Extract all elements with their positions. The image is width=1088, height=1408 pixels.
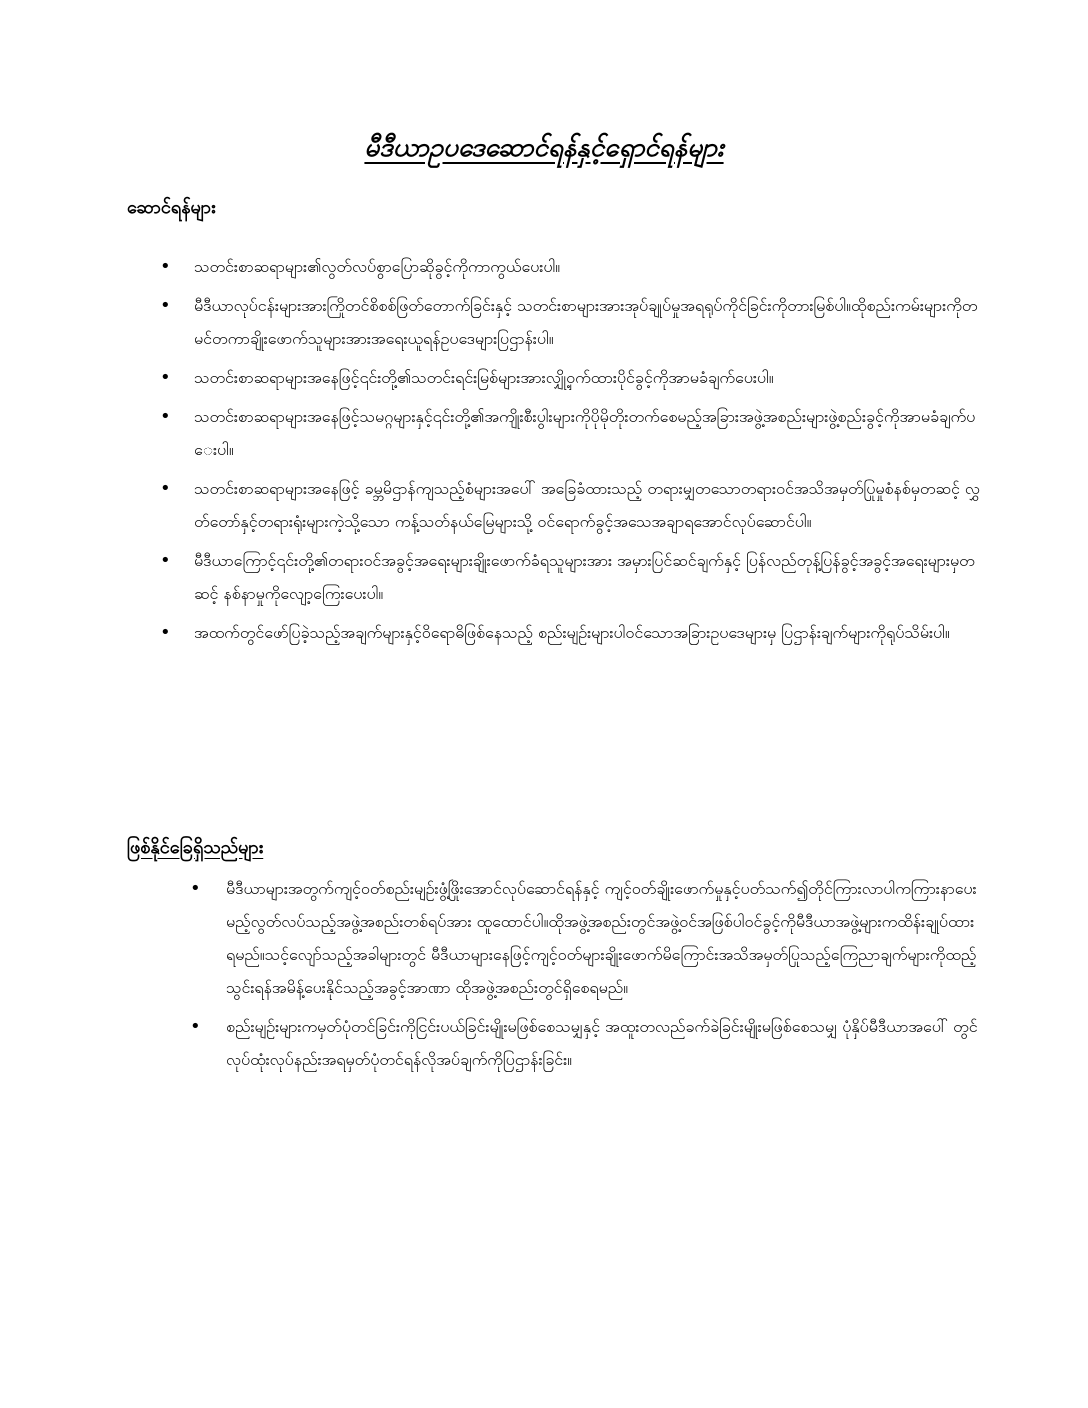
page-title: မီဒီယာဥပဒေဆောင်ရန်နှင့်ရှောင်ရန်များ <box>364 133 724 163</box>
list-item: • မီဒီယာလုပ်ငန်းများအားကြိုတင်စိစစ်ဖြတ်တောက်ခြင်းနှင့် သတင်းစာများအားအုပ်ချုပ်မှုအရရုပ်ကိုင်ခြင်းကိုတားမြစ်ပါ။ထိုစည်းကမ်းများကိုတမင်တကာချိုးဖောက်သူများအားအရေးယူရန်ဥပဒေများပြဌာန်းပါ။ <box>160 289 980 355</box>
bullet-icon: • <box>160 367 171 388</box>
bullet-icon: • <box>190 1016 201 1037</box>
bullet-icon: • <box>190 878 201 899</box>
bullet-icon: • <box>160 550 171 571</box>
list-item: • စည်းမျဉ်းများကမှတ်ပုံတင်ခြင်းကိုငြင်းပယ်ခြင်းမျိုးမဖြစ်စေသမျှနှင့် အထူးတလည်ခက်ခဲခြင်းမျိုးမဖြစ်စေသမျှ ပုံနှိပ်မီဒီယာအပေါ် တွင်လုပ်ထုံးလုပ်နည်းအရမှတ်ပုံတင်ရန်လိုအပ်ချက်ကိုပြဌာန်းခြင်း။ <box>190 1010 980 1076</box>
list-item: • သတင်းစာဆရာများအနေဖြင့်၎င်းတို့၏သတင်းရင်းမြစ်များအားလျှို့ဝှက်ထားပိုင်ခွင့်ကိုအာမခံချက်ပေးပါ။ <box>160 361 980 394</box>
list-item: • မီဒီယာများအတွက်ကျင့်ဝတ်စည်းမျဉ်းဖွံ့ဖြိုးအောင်လုပ်ဆောင်ရန်နှင့် ကျင့်ဝတ်ချိုးဖောက်မှုနှင့်ပတ်သက်၍တိုင်ကြားလာပါကကြားနာပေးမည့်လွတ်လပ်သည့်အဖွဲ့အစည်းတစ်ရပ်အား ထူထောင်ပါ။ထိုအဖွဲ့အစည်းတွင်အဖွဲ့ဝင်အဖြစ်ပါဝင်ခွင့်ကိုမီဒီယာအဖွဲ့များကထိန်းချုပ်ထားရမည်။သင့်လျော်သည့်အခါများတွင် မီဒီယာများနေဖြင့်ကျင့်ဝတ်များချိုးဖောက်မိကြောင်းအသိအမှတ်ပြုသည့်ကြေညာချက်များကိုထည့်သွင်းရန်အမိန့်ပေးနိုင်သည့်အခွင့်အာဏာ ထိုအဖွဲ့အစည်းတွင်ရှိစေရမည်။ <box>190 872 980 1004</box>
list-item: • သတင်းစာဆရာများအနေဖြင့်သမဂ္ဂများနှင့်၎င်းတို့၏အကျိုးစီးပွါးများကိုပိုမိုတိုးတက်စေမည့်အခြားအဖွဲ့အစည်းများဖွဲ့စည်းခွင့်ကိုအာမခံချက်ပေးပါ။ <box>160 400 980 466</box>
bullet-icon: • <box>160 295 171 316</box>
list-item: • အထက်တွင်ဖော်ပြခဲ့သည့်အချက်များနှင့်ဝိရောဓိဖြစ်နေသည့် စည်းမျဉ်းများပါဝင်သောအခြားဥပဒေများမှ ပြဌာန်းချက်များကိုရုပ်သိမ်းပါ။ <box>160 616 980 649</box>
dos-list <box>160 250 980 655</box>
list-item: • မီဒီယာကြောင့်၎င်းတို့၏တရားဝင်အခွင့်အရေးများချိုးဖောက်ခံရသူများအား အမှားပြင်ဆင်ချက်နှင့် ပြန်လည်တုန့်ပြန်ခွင့်အခွင့်အရေးများမှတဆင့် နစ်နာမှုကိုလျော့ကြေးပေးပါ။ <box>160 544 980 610</box>
section-heading-dos: ဆောင်ရန်များ <box>127 197 216 218</box>
list-item: • သတင်းစာဆရာများအနေဖြင့် ခမ္ဘမိဌာန်ကျသည့်စံများအပေါ် အခြေခံထားသည့် တရားမျှတသောတရားဝင်အသိအမှတ်ပြုမှုစံနစ်မှတဆင့် လွှတ်တော်နှင့်တရားရုံးများကဲ့သို့သော ကန့်သတ်နယ်မြေများသို့ ဝင်ရောက်ခွင့်အသေအချာရအောင်လုပ်ဆောင်ပါ။ <box>160 472 980 538</box>
bullet-icon: • <box>160 256 171 277</box>
bullet-icon: • <box>160 478 171 499</box>
list-item: • သတင်းစာဆရာများ၏လွတ်လပ်စွာပြောဆိုခွင့်ကိုကာကွယ်ပေးပါ။ <box>160 250 980 283</box>
bullet-icon: • <box>160 406 171 427</box>
bullet-icon: • <box>160 622 171 643</box>
possibilities-list <box>190 872 980 1082</box>
section-heading-possibilities: ဖြစ်နိုင်ခြေရှိသည်များ <box>127 837 264 858</box>
